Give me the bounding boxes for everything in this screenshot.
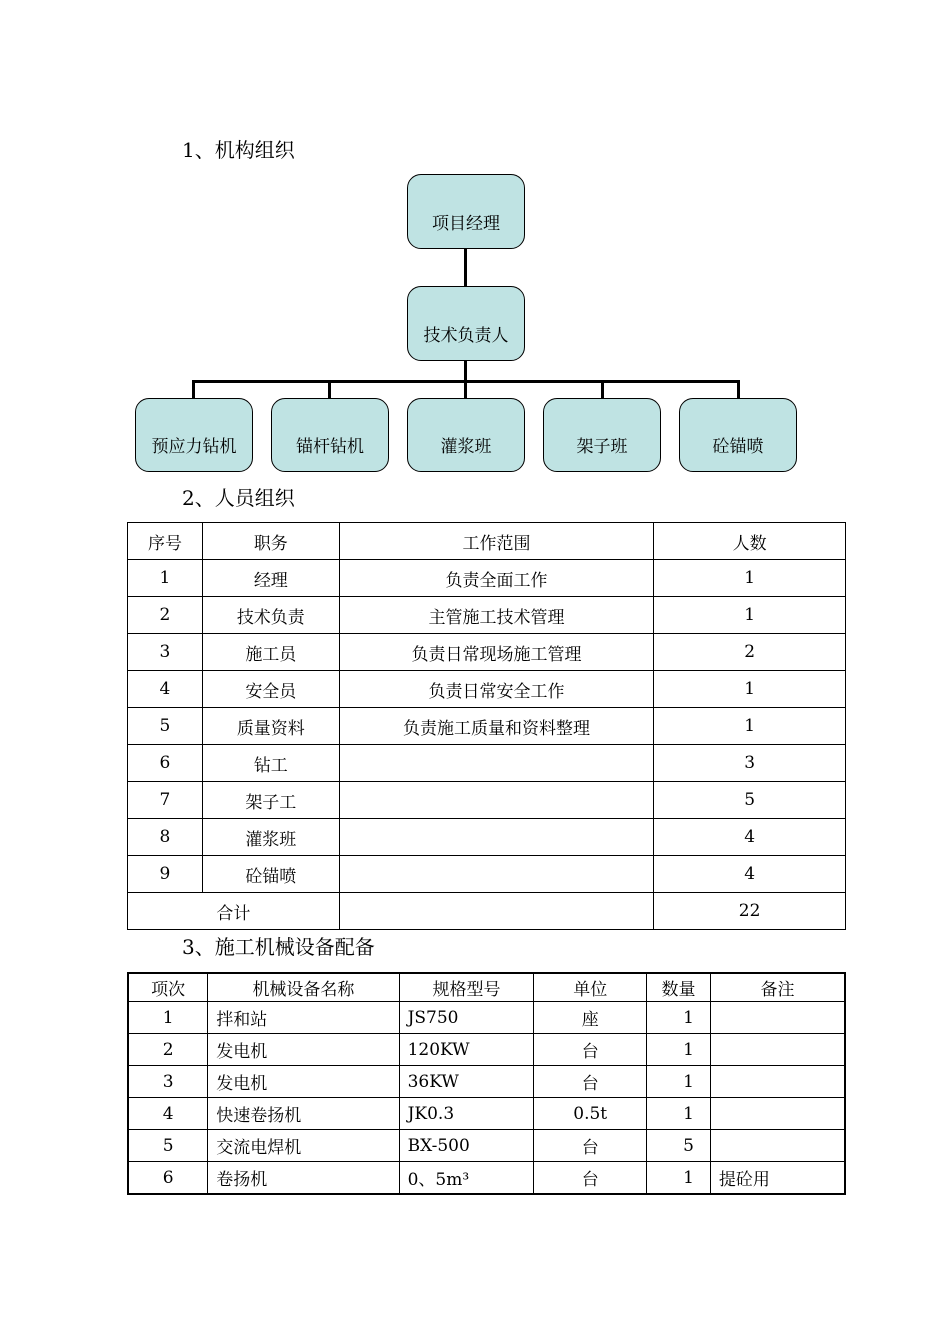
cell [339,782,654,819]
cell: 5 [647,1130,711,1162]
staff-table [127,522,846,930]
cell: 发电机 [208,1066,399,1098]
equipment-table [127,972,846,1195]
cell: 质量资料 [202,708,339,745]
cell: BX-500 [399,1130,534,1162]
cell: 1 [647,1162,711,1195]
header-cell: 备注 [710,973,845,1002]
org-node-manager: 项目经理 [407,174,525,249]
cell: 施工员 [202,634,339,671]
cell: 6 [128,1162,208,1195]
cell [710,1002,845,1034]
header-cell: 人数 [654,523,846,560]
table-row [128,1130,845,1162]
table-row [128,1162,845,1195]
cell: 36KW [399,1066,534,1098]
total-count: 22 [654,893,846,930]
cell: 5 [128,1130,208,1162]
cell: 1 [647,1002,711,1034]
cell: 技术负责 [202,597,339,634]
cell: 3 [654,745,846,782]
cell: 主管施工技术管理 [339,597,654,634]
cell: 4 [654,856,846,893]
org-connector [192,380,195,398]
cell [710,1066,845,1098]
cell: 120KW [399,1034,534,1066]
header-cell: 序号 [128,523,203,560]
table-row [128,1098,845,1130]
org-connector [601,380,604,398]
table-row [128,708,846,745]
cell: 灌浆班 [202,819,339,856]
cell: 负责施工质量和资料整理 [339,708,654,745]
cell: 1 [647,1098,711,1130]
cell: 发电机 [208,1034,399,1066]
cell: 9 [128,856,203,893]
cell: 1 [647,1066,711,1098]
table-row [128,856,846,893]
table-header-row [128,973,845,1002]
cell: 台 [534,1162,647,1195]
cell: 台 [534,1130,647,1162]
org-node-tech-lead: 技术负责人 [407,286,525,361]
cell: 6 [128,745,203,782]
table-row [128,1002,845,1034]
cell: 1 [654,597,846,634]
cell: 快速卷扬机 [208,1098,399,1130]
header-cell: 工作范围 [339,523,654,560]
cell: 4 [128,1098,208,1130]
cell: 拌和站 [208,1002,399,1034]
cell: 钻工 [202,745,339,782]
org-node-team: 锚杆钻机 [271,398,389,472]
header-cell: 规格型号 [399,973,534,1002]
section-heading-staff: 2、人员组织 [182,486,295,510]
cell: 3 [128,634,203,671]
header-cell: 职务 [202,523,339,560]
cell: 交流电焊机 [208,1130,399,1162]
cell: 1 [647,1034,711,1066]
section-heading-equipment: 3、施工机械设备配备 [182,935,375,959]
org-node-team: 预应力钻机 [135,398,253,472]
org-node-team: 砼锚喷 [679,398,797,472]
cell [339,893,654,930]
cell: 0、5m³ [399,1162,534,1195]
org-node-team: 架子班 [543,398,661,472]
cell: 5 [128,708,203,745]
cell: 4 [128,671,203,708]
table-row [128,819,846,856]
header-cell: 单位 [534,973,647,1002]
org-node-team: 灌浆班 [407,398,525,472]
table-row [128,782,846,819]
cell [710,1130,845,1162]
cell: 架子工 [202,782,339,819]
table-total-row [128,893,846,930]
table-row [128,634,846,671]
table-row [128,1066,845,1098]
table-row [128,1034,845,1066]
org-connector [464,249,467,286]
cell [339,819,654,856]
cell [339,856,654,893]
cell: 1 [654,560,846,597]
section-heading-org: 1、机构组织 [182,138,295,162]
table-row [128,560,846,597]
table-row [128,671,846,708]
cell: 1 [128,1002,208,1034]
cell: 3 [128,1066,208,1098]
cell: 负责全面工作 [339,560,654,597]
cell: 1 [654,671,846,708]
cell: JK0.3 [399,1098,534,1130]
cell: 8 [128,819,203,856]
cell: 7 [128,782,203,819]
table-row [128,745,846,782]
header-cell: 项次 [128,973,208,1002]
cell: 5 [654,782,846,819]
org-chart [0,0,950,480]
org-connector [737,380,740,398]
cell: 砼锚喷 [202,856,339,893]
cell [710,1098,845,1130]
cell: 负责日常现场施工管理 [339,634,654,671]
cell: 1 [654,708,846,745]
org-connector [464,361,467,381]
cell [339,745,654,782]
cell: 1 [128,560,203,597]
cell: 4 [654,819,846,856]
header-cell: 机械设备名称 [208,973,399,1002]
cell: 2 [128,597,203,634]
cell: 提砼用 [710,1162,845,1195]
cell [710,1034,845,1066]
org-connector [464,380,467,398]
cell: 卷扬机 [208,1162,399,1195]
total-label: 合计 [128,893,340,930]
table-row [128,597,846,634]
table-header-row [128,523,846,560]
cell: 台 [534,1066,647,1098]
cell: 2 [654,634,846,671]
cell: 负责日常安全工作 [339,671,654,708]
cell: 安全员 [202,671,339,708]
cell: JS750 [399,1002,534,1034]
cell: 0.5t [534,1098,647,1130]
cell: 2 [128,1034,208,1066]
cell: 座 [534,1002,647,1034]
cell: 经理 [202,560,339,597]
header-cell: 数量 [647,973,711,1002]
org-connector [328,380,331,398]
cell: 台 [534,1034,647,1066]
